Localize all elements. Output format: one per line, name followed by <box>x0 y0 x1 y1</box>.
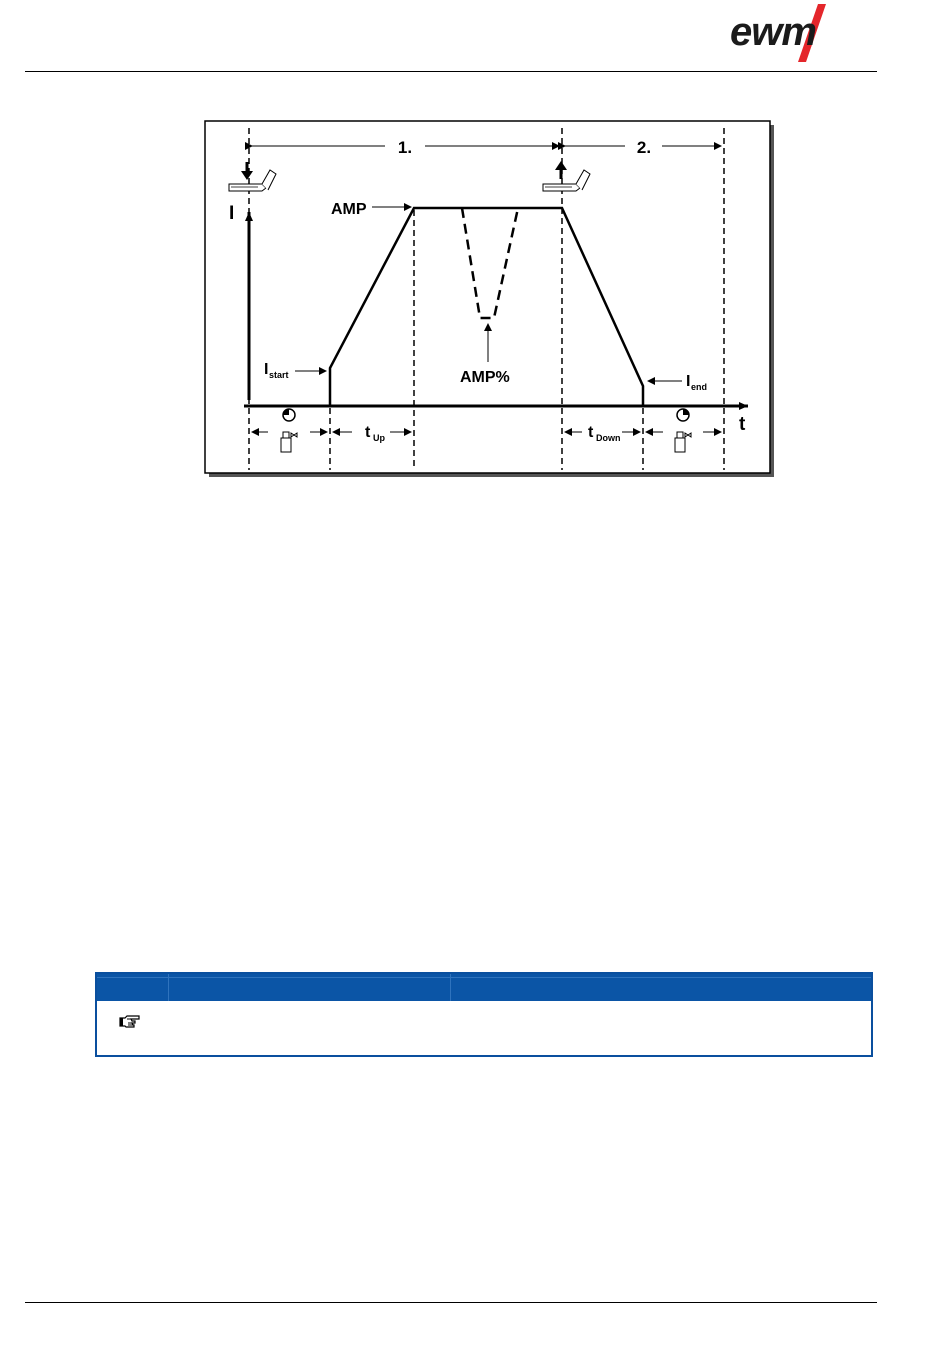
footer-divider <box>25 1302 877 1303</box>
note-header-bar <box>97 974 871 1001</box>
amp-percent-label: AMP% <box>460 369 510 386</box>
iend-label: I <box>686 373 691 390</box>
amp-label: AMP <box>331 201 367 218</box>
note-box <box>95 972 873 1057</box>
logo-text: ewm <box>730 10 816 54</box>
phase-2-label: 2. <box>636 138 652 157</box>
phase-1-label: 1. <box>397 138 413 157</box>
istart-label: I <box>264 361 269 378</box>
tup-subscript: Up <box>373 433 385 443</box>
tdown-subscript: Down <box>596 433 621 443</box>
tup-label: t <box>365 424 371 441</box>
x-axis-label: t <box>739 414 746 435</box>
welding-sequence-diagram <box>0 0 950 500</box>
pointing-hand-icon <box>119 1014 141 1030</box>
y-axis-label: I <box>229 203 235 224</box>
tdown-label: t <box>588 424 594 441</box>
iend-subscript: end <box>691 382 708 392</box>
istart-subscript: start <box>269 370 289 380</box>
